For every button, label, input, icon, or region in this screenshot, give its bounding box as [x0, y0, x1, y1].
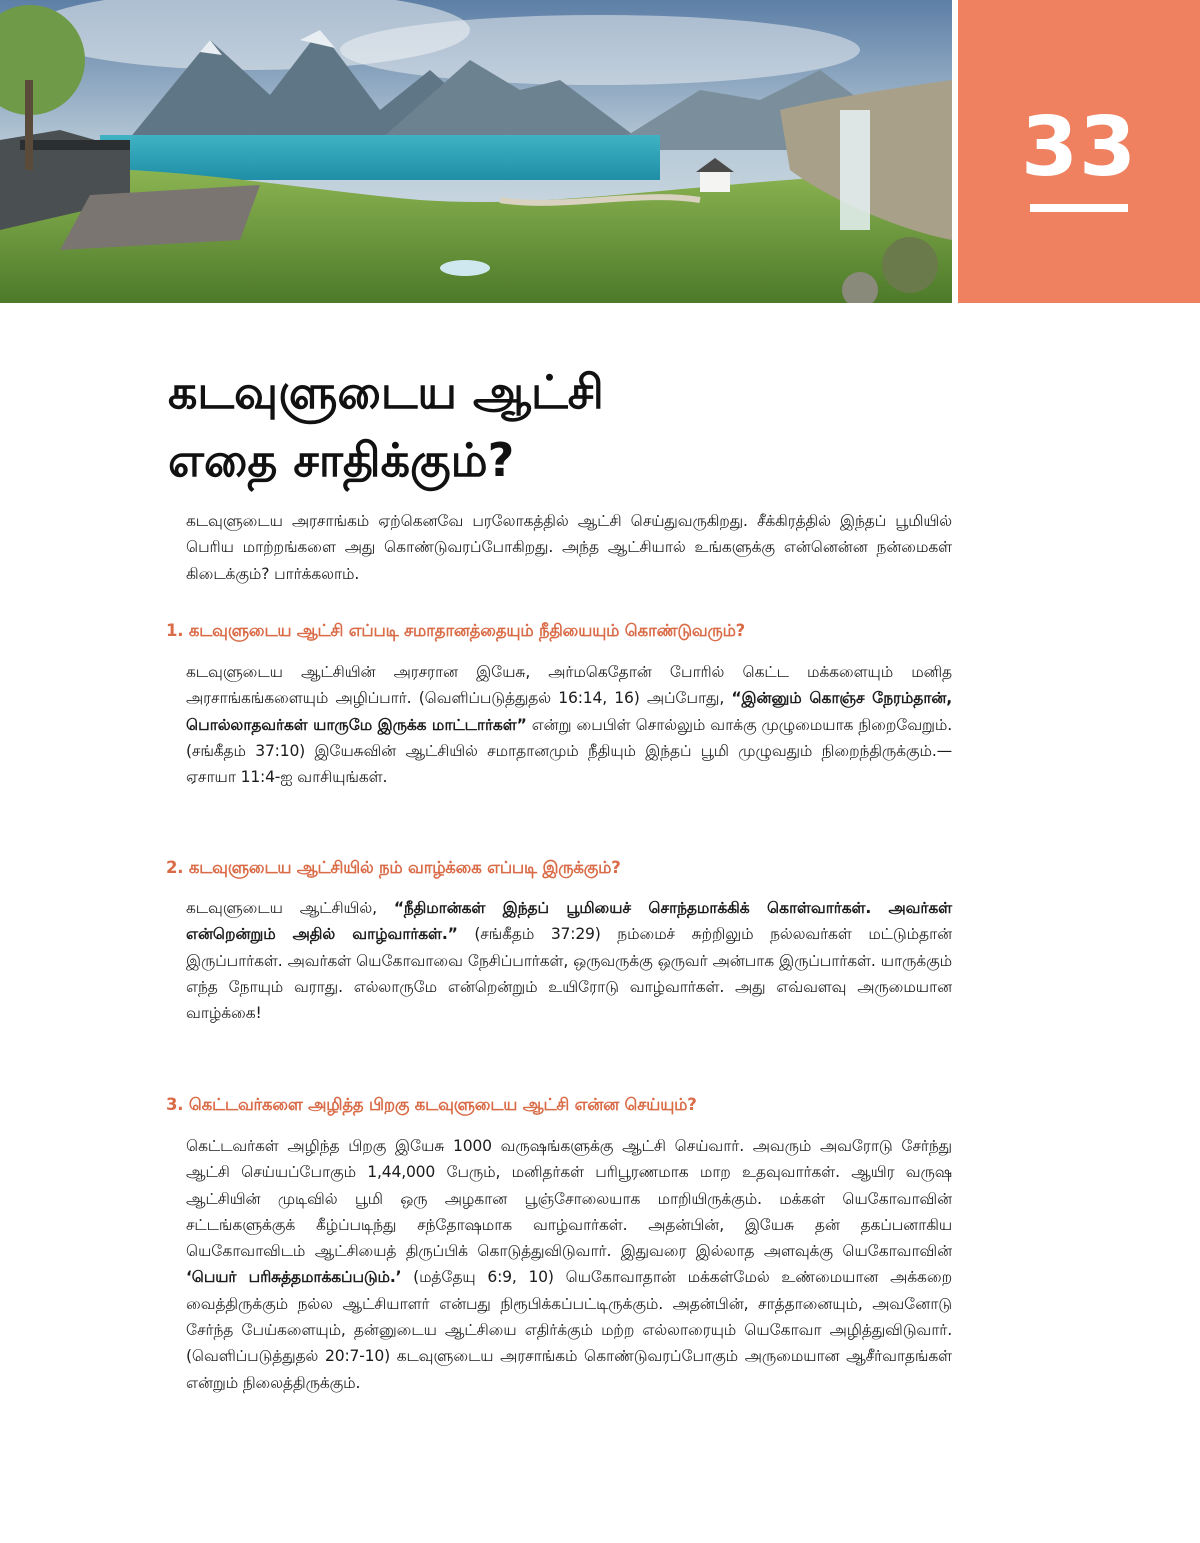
paradise-landscape-image [0, 0, 952, 303]
answer-3-text-a: கெட்டவர்கள் அழிந்த பிறகு இயேசு 1000 வருஷங்களுக்கு ஆட்சி செய்வார். அவரும் அவரோடு சேர்ந்து ஆட்சி செய்யப்போகும் 1,44,000 பேரும், மனிதர்கள் பரிபூரணமாக மாற உதவுவார்கள். ஆயிர வருஷ ஆட்சியின் முடிவில் பூமி ஒரு அழகான பூஞ்சோலையாக மாறியிருக்கும். மக்கள் யெகோவாவின் சட்டங்களுக்குக் கீழ்ப்படிந்து சந்தோஷமாக வாழ்வார்கள். அதன்பின், இயேசு தன் தகப்பனாகிய யெகோவாவிடம் ஆட்சியைத் திருப்பிக் கொடுத்துவிடுவார். இதுவரை இல்லாத அளவுக்கு யெகோவாவின் [186, 1137, 952, 1261]
question-1-heading: 1. கடவுளுடைய ஆட்சி எப்படி சமாதானத்தையும் நீதியையும் கொண்டுவரும்? [166, 621, 746, 640]
answer-2-text-a: கடவுளுடைய ஆட்சியில், [186, 899, 394, 917]
answer-1-paragraph [186, 659, 952, 790]
intro-paragraph: கடவுளுடைய அரசாங்கம் ஏற்கெனவே பரலோகத்தில் ஆட்சி செய்துவருகிறது. சீக்கிரத்தில் இந்தப் பூமியில் பெரிய மாற்றங்களை அது கொண்டுவரப்போகிறது. அந்த ஆட்சியால் உங்களுக்கு என்னென்ன நன்மைகள் கிடைக்கும்? பார்க்கலாம். [186, 512, 952, 583]
landscape-illustration [0, 0, 952, 303]
answer-1-text-b: என்று பைபிள் சொல்லும் வாக்கு முழுமையாக நிறைவேறும். (சங்கீதம் 37:10) இயேசுவின் ஆட்சியில் சமாதானமும் நீதியும் இந்தப் பூமி முழுவதும் நிறைந்திருக்கும்.—ஏசாயா 11:4-ஐ வாசியுங்கள். [186, 715, 952, 787]
title-line-2: எதை சாதிக்கும்? [168, 433, 515, 487]
answer-1-text-a: கடவுளுடைய ஆட்சியின் அரசரான இயேசு, அர்மகெதோன் போரில் கெட்ட மக்களையும் மனித அரசாங்கங்களையும் அழிப்பார். (வெளிப்படுத்துதல் 16:14, 16) அப்போது, [186, 663, 952, 708]
answer-3-paragraph [186, 1133, 952, 1396]
lesson-number: 33 [1020, 100, 1138, 195]
answer-2-text-b: (சங்கீதம் 37:29) நம்மைச் சுற்றிலும் நல்லவர்கள் மட்டும்தான் இருப்பார்கள். அவர்கள் யெகோவாவை நேசிப்பார்கள், ஒருவருக்கு ஒருவர் அன்பாக இருப்பார்கள். யாருக்கும் எந்த நோயும் வராது. எல்லாருமே என்றென்றும் உயிரோடு வாழ்வார்கள். அது எவ்வளவு அருமையான வாழ்க்கை! [186, 925, 952, 1023]
answer-3-scripture-quote: ‘பெயர் பரிசுத்தமாக்கப்படும்.’ [186, 1268, 402, 1287]
lesson-number-underline [1030, 204, 1128, 212]
question-2-heading: 2. கடவுளுடைய ஆட்சியில் நம் வாழ்க்கை எப்படி இருக்கும்? [166, 858, 621, 877]
answer-1-scripture-quote: “இன்னும் கொஞ்ச நேரம்தான், பொல்லாதவர்கள் யாருமே இருக்க மாட்டார்கள்” [186, 689, 952, 734]
title-line-1: கடவுளுடைய ஆட்சி [168, 365, 604, 419]
lesson-number-box [958, 0, 1200, 303]
answer-3-text-b: (மத்தேயு 6:9, 10) யெகோவாதான் மக்கள்மேல் உண்மையான அக்கறை வைத்திருக்கும் நல்ல ஆட்சியாளர் என்பது நிரூபிக்கப்பட்டிருக்கும். அதன்பின், சாத்தானையும், அவனோடு சேர்ந்த பேய்களையும், தன்னுடைய ஆட்சியை எதிர்க்கும் மற்ற எல்லாரையும் யெகோவா அழித்துவிடுவார். (வெளிப்படுத்துதல் 20:7-10) கடவுளுடைய அரசாங்கம் கொண்டுவரப்போகும் அருமையான ஆசீர்வாதங்கள் என்றும் நிலைத்திருக்கும். [186, 1268, 952, 1392]
answer-2-paragraph [186, 895, 952, 1026]
question-3-heading: 3. கெட்டவர்களை அழித்த பிறகு கடவுளுடைய ஆட்சி என்ன செய்யும்? [166, 1095, 697, 1114]
answer-2-scripture-quote: “நீதிமான்கள் இந்தப் பூமியைச் சொந்தமாக்கிக் கொள்வார்கள். அவர்கள் என்றென்றும் அதில் வாழ்வார்கள்.” [186, 899, 952, 944]
page-title [168, 358, 968, 494]
